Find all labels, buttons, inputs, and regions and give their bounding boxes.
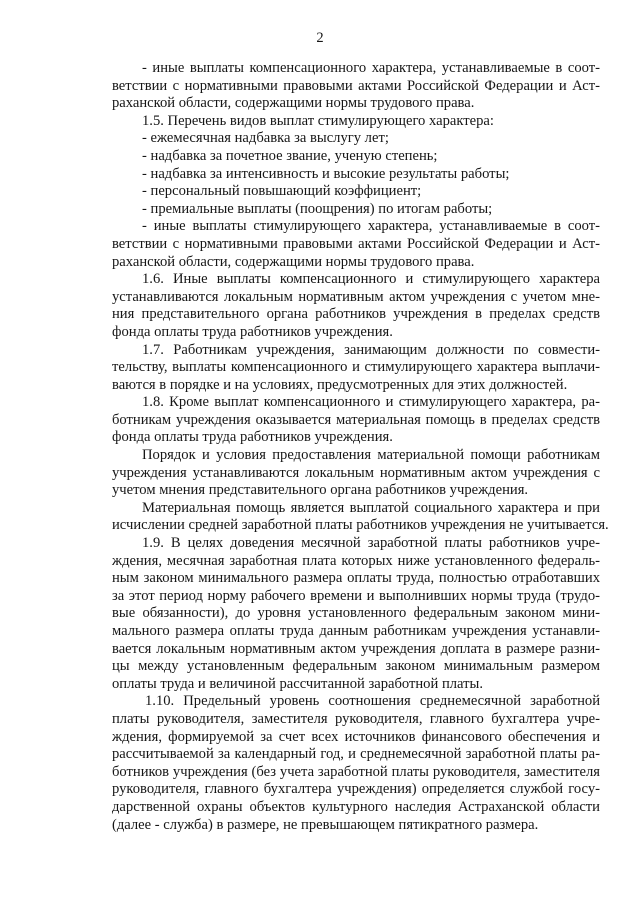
text-line: - премиальные выплаты (поощрения) по итогам работы; — [142, 200, 493, 217]
text-line: руководителя, главного бухгалтера учреждения) определяется службой госу- — [112, 781, 600, 798]
text-line: вается локальным нормативным актом учреждения доплата в размере разни- — [112, 640, 600, 657]
text-line: 1.10. Предельный уровень соотношения среднемесячной заработной — [145, 693, 600, 710]
text-line: платы руководителя, заместителя руководителя, главного бухгалтера учре- — [112, 710, 600, 727]
text-line: ждения, формируемой за счет всех источников финансового обеспечения и — [112, 728, 600, 745]
text-line: - иные выплаты компенсационного характера, устанавливаемые в соот- — [142, 60, 600, 76]
text-line: 1.7. Работникам учреждения, занимающим должности по совмести- — [142, 341, 600, 358]
text-line: 1.8. Кроме выплат компенсационного и стимулирующего характера, ра- — [142, 394, 600, 411]
text-line: Порядок и условия предоставления материальной помощи работникам — [142, 447, 600, 464]
text-line: (далее - служба) в размере, не превышающем пятикратного размера. — [112, 816, 539, 833]
text-line: ния представительного органа работников учреждения в пределах средств — [112, 306, 600, 323]
text-line: устанавливаются локальным нормативным актом учреждения с учетом мне- — [112, 288, 600, 305]
text-line: раханской области, содержащими нормы трудового права. — [112, 253, 475, 270]
text-line: оплаты труда и величиной рассчитанной заработной платы. — [112, 675, 483, 692]
text-line: фонда оплаты труда работников учреждения. — [112, 323, 393, 340]
text-line: дарственной охраны объектов культурного наследия Астраханской области — [112, 798, 600, 815]
text-line: 1.6. Иные выплаты компенсационного и стимулирующего характера — [142, 271, 600, 288]
text-line: раханской области, содержащими нормы трудового права. — [112, 95, 475, 112]
text-line: за этот период норму рабочего времени и выполнивших нормы труда (трудо- — [112, 587, 600, 604]
text-line: рассчитываемой за календарный год, и среднемесячной заработной платы ра- — [112, 746, 600, 763]
document-body — [112, 60, 609, 834]
text-line: ваются в порядке и на условиях, предусмотренных для этих должностей. — [112, 376, 568, 393]
text-line: вые обязанности), до уровня установленного федеральным законом мини- — [112, 605, 600, 622]
text-line: мального размера оплаты труда данным работникам учреждения устанавли- — [112, 623, 600, 639]
page-number: 2 — [316, 30, 324, 46]
text-line: - персональный повышающий коэффициент; — [142, 183, 422, 200]
text-line: ветствии с нормативными правовыми актами Российской Федерации и Аст- — [112, 235, 600, 252]
text-line: тельству, выплаты компенсационного и стимулирующего характера выплачи- — [112, 359, 600, 376]
text-line: фонда оплаты труда работников учреждения. — [112, 429, 393, 446]
text-line: 1.5. Перечень видов выплат стимулирующего характера: — [142, 112, 494, 129]
text-line: 1.9. В целях доведения месячной заработной платы работников учре- — [142, 535, 600, 552]
text-line: Материальная помощь является выплатой социального характера и при — [142, 499, 600, 516]
text-line: цы между установленным федеральным законом минимальным размером — [112, 658, 600, 675]
text-line: учетом мнения представительного органа работников учреждения. — [112, 482, 529, 499]
text-line: ждения, месячная заработная плата которых ниже установленного федераль- — [112, 552, 600, 569]
text-line: - ежемесячная надбавка за выслугу лет; — [142, 130, 389, 147]
text-line: - иные выплаты стимулирующего характера, устанавливаемые в соот- — [142, 218, 600, 235]
text-line: ным законом минимального размера оплаты труда, полностью отработавших — [112, 570, 600, 587]
text-line: - надбавка за почетное звание, ученую степень; — [142, 147, 438, 164]
text-line: ботников учреждения (без учета заработной платы руководителя, заместителя — [112, 763, 600, 780]
text-line: исчислении средней заработной платы работников учреждения не учитывается. — [112, 517, 609, 534]
text-line: ботникам учреждения оказывается материальная помощь в пределах средств — [112, 411, 600, 428]
text-line: учреждения устанавливаются локальным нормативным актом учреждения с — [112, 464, 600, 481]
text-line: ветствии с нормативными правовыми актами Российской Федерации и Аст- — [112, 77, 600, 94]
text-line: - надбавка за интенсивность и высокие результаты работы; — [142, 165, 510, 182]
